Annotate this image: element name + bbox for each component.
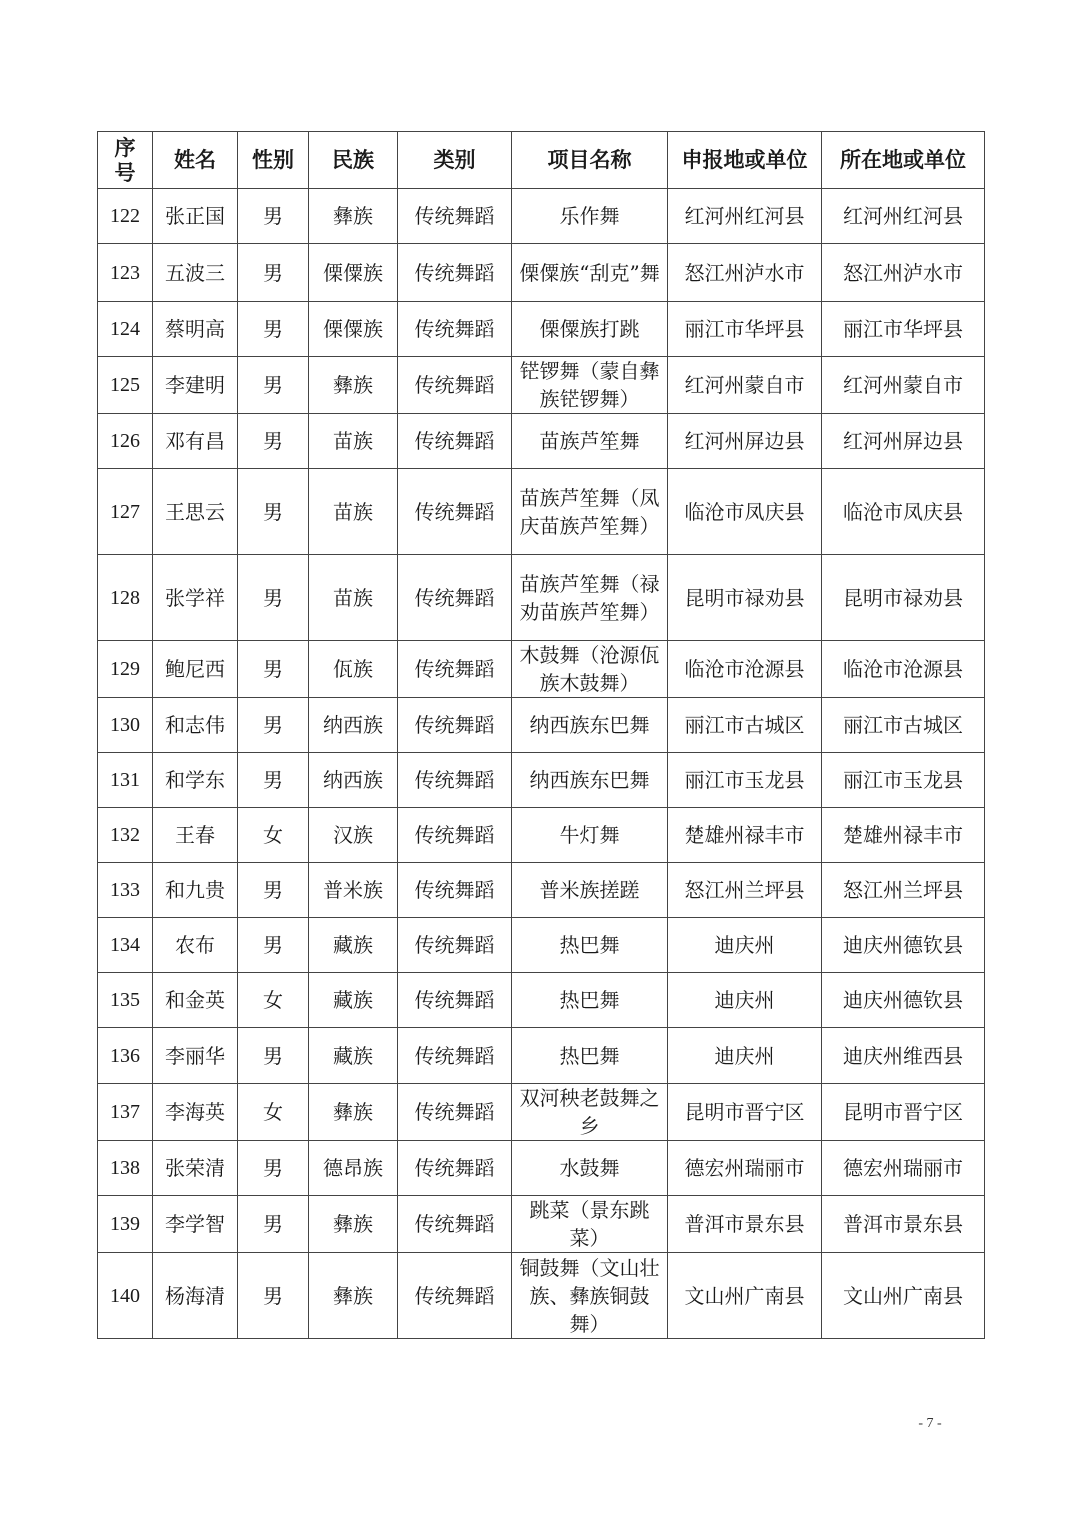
cell-gender: 男 bbox=[238, 414, 309, 469]
cell-declaring-unit: 红河州屏边县 bbox=[668, 414, 822, 469]
cell-ethnicity: 藏族 bbox=[309, 1028, 398, 1084]
cell-gender: 男 bbox=[238, 641, 309, 698]
cell-declaring-unit: 迪庆州 bbox=[668, 918, 822, 973]
cell-declaring-unit: 怒江州兰坪县 bbox=[668, 863, 822, 918]
cell-name: 李学智 bbox=[153, 1196, 238, 1253]
header-category: 类别 bbox=[398, 132, 512, 189]
cell-gender: 男 bbox=[238, 1196, 309, 1253]
cell-name: 杨海清 bbox=[153, 1253, 238, 1339]
cell-location: 丽江市古城区 bbox=[822, 698, 985, 753]
cell-location: 临沧市凤庆县 bbox=[822, 469, 985, 555]
cell-seq: 140 bbox=[98, 1253, 153, 1339]
cell-name: 张学祥 bbox=[153, 555, 238, 641]
table-row bbox=[98, 973, 985, 1028]
cell-project: 双河秧老鼓舞之乡 bbox=[512, 1084, 668, 1141]
cell-seq: 123 bbox=[98, 244, 153, 302]
cell-declaring-unit: 昆明市晋宁区 bbox=[668, 1084, 822, 1141]
cell-seq: 132 bbox=[98, 808, 153, 863]
cell-seq: 122 bbox=[98, 189, 153, 244]
cell-project: 纳西族东巴舞 bbox=[512, 698, 668, 753]
cell-project: 热巴舞 bbox=[512, 973, 668, 1028]
cell-name: 李丽华 bbox=[153, 1028, 238, 1084]
cell-gender: 男 bbox=[238, 469, 309, 555]
cell-gender: 男 bbox=[238, 698, 309, 753]
cell-name: 王思云 bbox=[153, 469, 238, 555]
cell-location: 红河州红河县 bbox=[822, 189, 985, 244]
cell-location: 德宏州瑞丽市 bbox=[822, 1141, 985, 1196]
cell-ethnicity: 彝族 bbox=[309, 1084, 398, 1141]
cell-ethnicity: 普米族 bbox=[309, 863, 398, 918]
cell-name: 和九贵 bbox=[153, 863, 238, 918]
table-row bbox=[98, 357, 985, 414]
cell-gender: 男 bbox=[238, 1141, 309, 1196]
cell-ethnicity: 德昂族 bbox=[309, 1141, 398, 1196]
page-number: - 7 - bbox=[918, 1416, 942, 1431]
cell-project: 乐作舞 bbox=[512, 189, 668, 244]
cell-seq: 129 bbox=[98, 641, 153, 698]
cell-gender: 男 bbox=[238, 555, 309, 641]
table-row bbox=[98, 918, 985, 973]
cell-declaring-unit: 楚雄州禄丰市 bbox=[668, 808, 822, 863]
cell-seq: 133 bbox=[98, 863, 153, 918]
cell-declaring-unit: 怒江州泸水市 bbox=[668, 244, 822, 302]
cell-category: 传统舞蹈 bbox=[398, 1253, 512, 1339]
table-row bbox=[98, 1141, 985, 1196]
cell-gender: 男 bbox=[238, 753, 309, 808]
cell-category: 传统舞蹈 bbox=[398, 469, 512, 555]
cell-declaring-unit: 昆明市禄劝县 bbox=[668, 555, 822, 641]
cell-project: 傈僳族打跳 bbox=[512, 302, 668, 357]
cell-seq: 137 bbox=[98, 1084, 153, 1141]
table-row bbox=[98, 808, 985, 863]
cell-category: 传统舞蹈 bbox=[398, 1084, 512, 1141]
header-gender: 性别 bbox=[238, 132, 309, 189]
cell-ethnicity: 苗族 bbox=[309, 414, 398, 469]
cell-ethnicity: 藏族 bbox=[309, 973, 398, 1028]
cell-ethnicity: 藏族 bbox=[309, 918, 398, 973]
header-project: 项目名称 bbox=[512, 132, 668, 189]
cell-location: 怒江州泸水市 bbox=[822, 244, 985, 302]
cell-seq: 125 bbox=[98, 357, 153, 414]
cell-category: 传统舞蹈 bbox=[398, 973, 512, 1028]
cell-ethnicity: 纳西族 bbox=[309, 698, 398, 753]
cell-category: 传统舞蹈 bbox=[398, 1196, 512, 1253]
cell-location: 迪庆州德钦县 bbox=[822, 973, 985, 1028]
cell-declaring-unit: 迪庆州 bbox=[668, 973, 822, 1028]
table-row bbox=[98, 555, 985, 641]
cell-location: 红河州屏边县 bbox=[822, 414, 985, 469]
cell-gender: 男 bbox=[238, 863, 309, 918]
cell-name: 和学东 bbox=[153, 753, 238, 808]
cell-name: 蔡明高 bbox=[153, 302, 238, 357]
cell-location: 怒江州兰坪县 bbox=[822, 863, 985, 918]
cell-location: 红河州蒙自市 bbox=[822, 357, 985, 414]
cell-seq: 136 bbox=[98, 1028, 153, 1084]
cell-name: 李建明 bbox=[153, 357, 238, 414]
cell-project: 苗族芦笙舞 bbox=[512, 414, 668, 469]
header-name: 姓名 bbox=[153, 132, 238, 189]
table-row bbox=[98, 1196, 985, 1253]
header-ethnicity: 民族 bbox=[309, 132, 398, 189]
cell-category: 传统舞蹈 bbox=[398, 244, 512, 302]
cell-project: 苗族芦笙舞（凤庆苗族芦笙舞） bbox=[512, 469, 668, 555]
cell-project: 水鼓舞 bbox=[512, 1141, 668, 1196]
cell-project: 铜鼓舞（文山壮族、彝族铜鼓舞） bbox=[512, 1253, 668, 1339]
cell-declaring-unit: 丽江市古城区 bbox=[668, 698, 822, 753]
cell-gender: 女 bbox=[238, 808, 309, 863]
cell-location: 临沧市沧源县 bbox=[822, 641, 985, 698]
cell-ethnicity: 佤族 bbox=[309, 641, 398, 698]
header-declaring-unit: 申报地或单位 bbox=[668, 132, 822, 189]
cell-location: 丽江市玉龙县 bbox=[822, 753, 985, 808]
cell-declaring-unit: 德宏州瑞丽市 bbox=[668, 1141, 822, 1196]
cell-project: 苗族芦笙舞（禄劝苗族芦笙舞） bbox=[512, 555, 668, 641]
cell-location: 丽江市华坪县 bbox=[822, 302, 985, 357]
cell-seq: 139 bbox=[98, 1196, 153, 1253]
cell-name: 农布 bbox=[153, 918, 238, 973]
cell-declaring-unit: 丽江市华坪县 bbox=[668, 302, 822, 357]
table-row bbox=[98, 1028, 985, 1084]
cell-gender: 女 bbox=[238, 973, 309, 1028]
cell-project: 牛灯舞 bbox=[512, 808, 668, 863]
cell-declaring-unit: 文山州广南县 bbox=[668, 1253, 822, 1339]
cell-declaring-unit: 临沧市沧源县 bbox=[668, 641, 822, 698]
cell-name: 王春 bbox=[153, 808, 238, 863]
cell-category: 传统舞蹈 bbox=[398, 1141, 512, 1196]
table-row bbox=[98, 641, 985, 698]
table-row bbox=[98, 753, 985, 808]
cell-name: 张荣清 bbox=[153, 1141, 238, 1196]
cell-ethnicity: 彝族 bbox=[309, 357, 398, 414]
table-row bbox=[98, 189, 985, 244]
cell-seq: 124 bbox=[98, 302, 153, 357]
cell-name: 五波三 bbox=[153, 244, 238, 302]
cell-ethnicity: 彝族 bbox=[309, 1196, 398, 1253]
cell-project: 普米族搓蹉 bbox=[512, 863, 668, 918]
cell-name: 张正国 bbox=[153, 189, 238, 244]
cell-declaring-unit: 红河州红河县 bbox=[668, 189, 822, 244]
cell-declaring-unit: 临沧市凤庆县 bbox=[668, 469, 822, 555]
cell-category: 传统舞蹈 bbox=[398, 357, 512, 414]
cell-category: 传统舞蹈 bbox=[398, 808, 512, 863]
cell-seq: 130 bbox=[98, 698, 153, 753]
cell-gender: 男 bbox=[238, 1253, 309, 1339]
cell-project: 木鼓舞（沧源佤族木鼓舞） bbox=[512, 641, 668, 698]
cell-location: 迪庆州德钦县 bbox=[822, 918, 985, 973]
cell-category: 传统舞蹈 bbox=[398, 698, 512, 753]
cell-gender: 男 bbox=[238, 244, 309, 302]
cell-category: 传统舞蹈 bbox=[398, 189, 512, 244]
cell-gender: 男 bbox=[238, 189, 309, 244]
cell-category: 传统舞蹈 bbox=[398, 753, 512, 808]
cell-location: 昆明市禄劝县 bbox=[822, 555, 985, 641]
cell-gender: 男 bbox=[238, 1028, 309, 1084]
cell-seq: 127 bbox=[98, 469, 153, 555]
cell-declaring-unit: 迪庆州 bbox=[668, 1028, 822, 1084]
table-row bbox=[98, 302, 985, 357]
cell-category: 传统舞蹈 bbox=[398, 555, 512, 641]
cell-gender: 男 bbox=[238, 357, 309, 414]
table-row bbox=[98, 469, 985, 555]
cell-project: 跳菜（景东跳菜） bbox=[512, 1196, 668, 1253]
cell-name: 和金英 bbox=[153, 973, 238, 1028]
cell-seq: 134 bbox=[98, 918, 153, 973]
table-row bbox=[98, 1253, 985, 1339]
table-row bbox=[98, 1084, 985, 1141]
header-seq: 序号 bbox=[98, 132, 153, 189]
cell-ethnicity: 彝族 bbox=[309, 189, 398, 244]
cell-category: 传统舞蹈 bbox=[398, 414, 512, 469]
table-row bbox=[98, 698, 985, 753]
table-row bbox=[98, 863, 985, 918]
cell-ethnicity: 傈僳族 bbox=[309, 302, 398, 357]
header-location: 所在地或单位 bbox=[822, 132, 985, 189]
cell-seq: 138 bbox=[98, 1141, 153, 1196]
cell-declaring-unit: 红河州蒙自市 bbox=[668, 357, 822, 414]
cell-ethnicity: 傈僳族 bbox=[309, 244, 398, 302]
cell-gender: 女 bbox=[238, 1084, 309, 1141]
cell-ethnicity: 汉族 bbox=[309, 808, 398, 863]
cell-declaring-unit: 普洱市景东县 bbox=[668, 1196, 822, 1253]
inheritor-table bbox=[97, 131, 985, 1339]
cell-declaring-unit: 丽江市玉龙县 bbox=[668, 753, 822, 808]
cell-location: 文山州广南县 bbox=[822, 1253, 985, 1339]
cell-ethnicity: 彝族 bbox=[309, 1253, 398, 1339]
table-row bbox=[98, 414, 985, 469]
cell-category: 传统舞蹈 bbox=[398, 863, 512, 918]
cell-name: 李海英 bbox=[153, 1084, 238, 1141]
cell-project: 纳西族东巴舞 bbox=[512, 753, 668, 808]
cell-category: 传统舞蹈 bbox=[398, 641, 512, 698]
cell-gender: 男 bbox=[238, 302, 309, 357]
cell-project: 热巴舞 bbox=[512, 918, 668, 973]
cell-project: 傈僳族“刮克”舞 bbox=[512, 244, 668, 302]
cell-seq: 131 bbox=[98, 753, 153, 808]
cell-gender: 男 bbox=[238, 918, 309, 973]
cell-seq: 135 bbox=[98, 973, 153, 1028]
cell-project: 热巴舞 bbox=[512, 1028, 668, 1084]
cell-name: 鲍尼西 bbox=[153, 641, 238, 698]
cell-category: 传统舞蹈 bbox=[398, 1028, 512, 1084]
cell-ethnicity: 苗族 bbox=[309, 555, 398, 641]
cell-ethnicity: 纳西族 bbox=[309, 753, 398, 808]
cell-category: 传统舞蹈 bbox=[398, 302, 512, 357]
cell-location: 楚雄州禄丰市 bbox=[822, 808, 985, 863]
table-row bbox=[98, 244, 985, 302]
table-header-row bbox=[98, 132, 985, 189]
cell-seq: 126 bbox=[98, 414, 153, 469]
cell-name: 和志伟 bbox=[153, 698, 238, 753]
cell-location: 迪庆州维西县 bbox=[822, 1028, 985, 1084]
cell-location: 昆明市晋宁区 bbox=[822, 1084, 985, 1141]
cell-seq: 128 bbox=[98, 555, 153, 641]
cell-ethnicity: 苗族 bbox=[309, 469, 398, 555]
cell-category: 传统舞蹈 bbox=[398, 918, 512, 973]
cell-name: 邓有昌 bbox=[153, 414, 238, 469]
cell-location: 普洱市景东县 bbox=[822, 1196, 985, 1253]
cell-project: 铓锣舞（蒙自彝族铓锣舞） bbox=[512, 357, 668, 414]
